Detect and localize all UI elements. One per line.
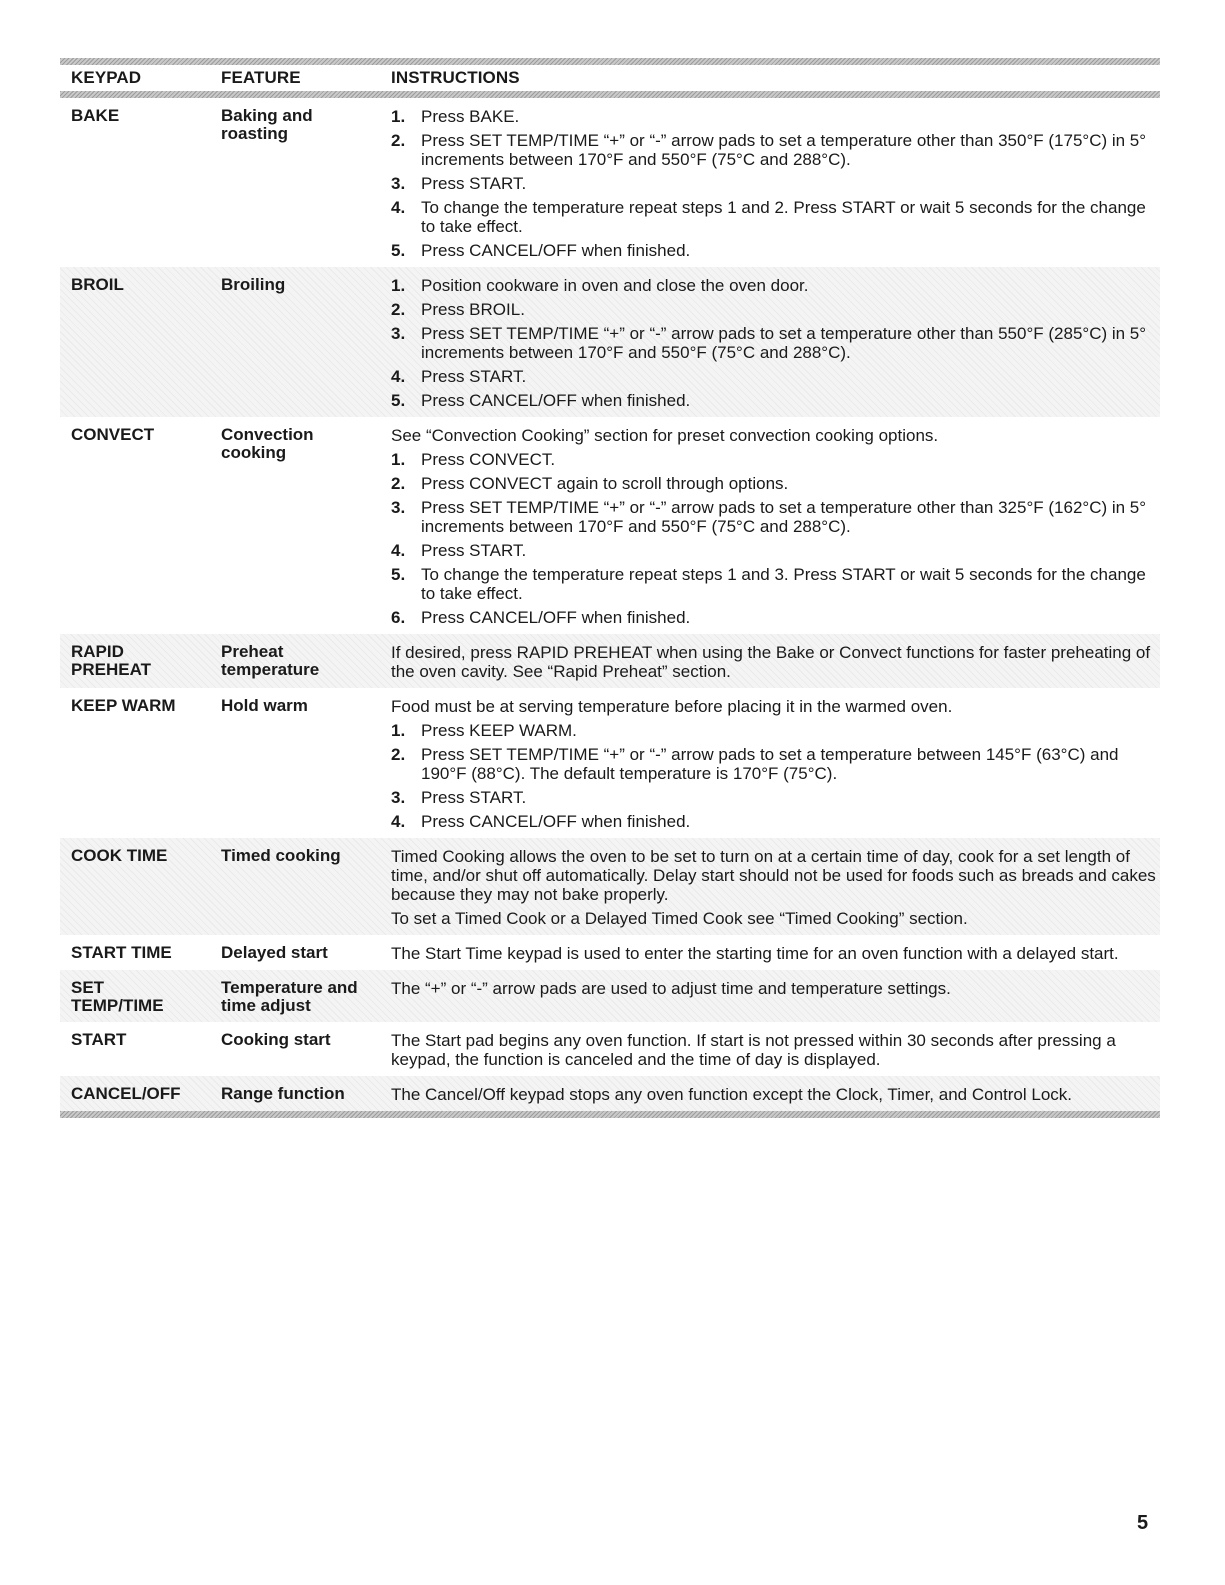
instruction-step — [391, 565, 1160, 603]
step-number: 2. — [391, 474, 406, 493]
table-row — [60, 98, 1160, 267]
step-text: Press SET TEMP/TIME “+” or “-” arrow pads to set a temperature between 145°F (63°C) and 190°F (88°C). The default temperature is 170°F (75°C). — [421, 745, 1119, 783]
step-text: To change the temperature repeat steps 1 and 3. Press START or wait 5 seconds for the change to take effect. — [421, 565, 1146, 603]
instruction-steps — [391, 450, 1160, 627]
instruction-step — [391, 391, 1160, 410]
instruction-steps — [391, 721, 1160, 831]
step-text: Press START. — [421, 367, 527, 386]
step-number: 1. — [391, 450, 406, 469]
step-number: 4. — [391, 367, 406, 386]
instructions-cell — [391, 426, 1160, 627]
step-text: To change the temperature repeat steps 1 and 2. Press START or wait 5 seconds for the change to take effect. — [421, 198, 1146, 236]
instruction-step — [391, 788, 1160, 807]
keypad-name: BAKE — [71, 106, 120, 125]
step-number: 5. — [391, 565, 406, 584]
keypad-table — [60, 58, 1160, 1118]
step-text: Press CANCEL/OFF when finished. — [421, 608, 691, 627]
feature-name: Cooking start — [221, 1030, 331, 1049]
step-number: 5. — [391, 391, 406, 410]
step-number: 4. — [391, 198, 406, 217]
instruction-steps — [391, 276, 1160, 410]
table-row — [60, 267, 1160, 417]
feature-name: Broiling — [221, 275, 286, 294]
step-text: Press SET TEMP/TIME “+” or “-” arrow pads to set a temperature other than 350°F (175°C) in 5° increments between 170°F and 550°F (75°C and 288°C). — [421, 131, 1147, 169]
keypad-name: CONVECT — [71, 425, 155, 444]
instruction-step — [391, 276, 1160, 295]
feature-name: Range function — [221, 1084, 345, 1103]
instruction-step — [391, 241, 1160, 260]
instructions-cell — [391, 1031, 1160, 1069]
keypad-name: SET TEMP/TIME — [71, 978, 164, 1015]
feature-name: Preheat temperature — [221, 642, 320, 679]
instructions-cell — [391, 276, 1160, 410]
keypad-name: BROIL — [71, 275, 124, 294]
table-row — [60, 688, 1160, 838]
step-number: 3. — [391, 174, 406, 193]
table-row — [60, 935, 1160, 970]
feature-name: Timed cooking — [221, 846, 341, 865]
keypad-name: START — [71, 1030, 127, 1049]
step-number: 2. — [391, 745, 406, 764]
instructions-cell — [391, 944, 1160, 963]
step-number: 1. — [391, 721, 406, 740]
step-number: 3. — [391, 498, 406, 517]
instruction-paragraph: Food must be at serving temperature before placing it in the warmed oven. — [391, 697, 953, 716]
step-number: 4. — [391, 541, 406, 560]
table-row — [60, 970, 1160, 1022]
instructions-cell — [391, 1085, 1160, 1104]
step-number: 1. — [391, 107, 406, 126]
keypad-name: COOK TIME — [71, 846, 168, 865]
header-rule — [60, 91, 1160, 98]
step-text: Press START. — [421, 788, 527, 807]
step-text: Press START. — [421, 174, 527, 193]
bottom-rule — [60, 1111, 1160, 1118]
feature-name: Convection cooking — [221, 425, 314, 462]
header-feature: FEATURE — [221, 68, 301, 87]
keypad-name: CANCEL/OFF — [71, 1084, 181, 1103]
instruction-paragraph: The Cancel/Off keypad stops any oven function except the Clock, Timer, and Control Lock. — [391, 1085, 1072, 1104]
step-text: Press CONVECT. — [421, 450, 556, 469]
instruction-step — [391, 608, 1160, 627]
step-text: Press CONVECT again to scroll through options. — [421, 474, 789, 493]
step-number: 2. — [391, 131, 406, 150]
step-number: 3. — [391, 788, 406, 807]
step-text: Press CANCEL/OFF when finished. — [421, 812, 691, 831]
keypad-name: START TIME — [71, 943, 172, 962]
instruction-step — [391, 721, 1160, 740]
table-row — [60, 1022, 1160, 1076]
instruction-step — [391, 300, 1160, 319]
keypad-name: RAPID PREHEAT — [71, 642, 151, 679]
instruction-paragraph: If desired, press RAPID PREHEAT when using the Bake or Convect functions for faster preheating of the oven cavity. See “Rapid Preheat” section. — [391, 643, 1151, 681]
instruction-step — [391, 131, 1160, 169]
table-row — [60, 1076, 1160, 1111]
step-text: Press SET TEMP/TIME “+” or “-” arrow pads to set a temperature other than 550°F (285°C) in 5° increments between 170°F and 550°F (75°C and 288°C). — [421, 324, 1147, 362]
instruction-step — [391, 324, 1160, 362]
feature-name: Hold warm — [221, 696, 308, 715]
step-number: 3. — [391, 324, 406, 343]
feature-name: Baking and roasting — [221, 106, 313, 143]
instructions-cell — [391, 979, 1160, 1015]
keypad-name: KEEP WARM — [71, 696, 176, 715]
instruction-step — [391, 498, 1160, 536]
feature-name: Delayed start — [221, 943, 328, 962]
table-row — [60, 634, 1160, 688]
feature-name: Temperature and time adjust — [221, 978, 358, 1015]
instruction-step — [391, 745, 1160, 783]
instruction-paragraph: To set a Timed Cook or a Delayed Timed Cook see “Timed Cooking” section. — [391, 909, 968, 928]
step-text: Press CANCEL/OFF when finished. — [421, 391, 691, 410]
step-text: Position cookware in oven and close the oven door. — [421, 276, 809, 295]
step-number: 1. — [391, 276, 406, 295]
table-body — [60, 98, 1160, 1111]
page-number: 5 — [1137, 1512, 1149, 1534]
step-number: 5. — [391, 241, 406, 260]
instruction-step — [391, 107, 1160, 126]
header-keypad: KEYPAD — [71, 68, 142, 87]
step-number: 4. — [391, 812, 406, 831]
instruction-step — [391, 450, 1160, 469]
step-number: 6. — [391, 608, 406, 627]
instruction-steps — [391, 107, 1160, 260]
instruction-paragraph: The Start Time keypad is used to enter the starting time for an oven function with a delayed start. — [391, 944, 1119, 963]
instructions-cell — [391, 847, 1160, 928]
instruction-step — [391, 367, 1160, 386]
table-header — [60, 65, 1160, 91]
step-text: Press START. — [421, 541, 527, 560]
instruction-step — [391, 174, 1160, 193]
step-text: Press BROIL. — [421, 300, 525, 319]
instruction-paragraph: The “+” or “-” arrow pads are used to adjust time and temperature settings. — [391, 979, 951, 998]
table-row — [60, 838, 1160, 935]
instructions-cell — [391, 107, 1160, 260]
instruction-paragraph: Timed Cooking allows the oven to be set to turn on at a certain time of day, cook for a set length of time, and/or shut off automatically. Delay start should not be used for foods such as breads and cakes because they may not bake properly. — [391, 847, 1156, 904]
instruction-step — [391, 812, 1160, 831]
header-instructions: INSTRUCTIONS — [391, 68, 520, 87]
instructions-cell — [391, 643, 1160, 681]
instructions-cell — [391, 697, 1160, 831]
instruction-step — [391, 474, 1160, 493]
instruction-paragraph: See “Convection Cooking” section for preset convection cooking options. — [391, 426, 939, 445]
step-text: Press KEEP WARM. — [421, 721, 577, 740]
table-row — [60, 417, 1160, 634]
instruction-step — [391, 541, 1160, 560]
step-text: Press SET TEMP/TIME “+” or “-” arrow pads to set a temperature other than 325°F (162°C) in 5° increments between 170°F and 550°F (75°C and 288°C). — [421, 498, 1147, 536]
step-text: Press CANCEL/OFF when finished. — [421, 241, 691, 260]
instruction-step — [391, 198, 1160, 236]
instruction-paragraph: The Start pad begins any oven function. If start is not pressed within 30 seconds after pressing a keypad, the function is canceled and the time of day is displayed. — [391, 1031, 1116, 1069]
step-number: 2. — [391, 300, 406, 319]
step-text: Press BAKE. — [421, 107, 520, 126]
top-rule — [60, 58, 1160, 65]
